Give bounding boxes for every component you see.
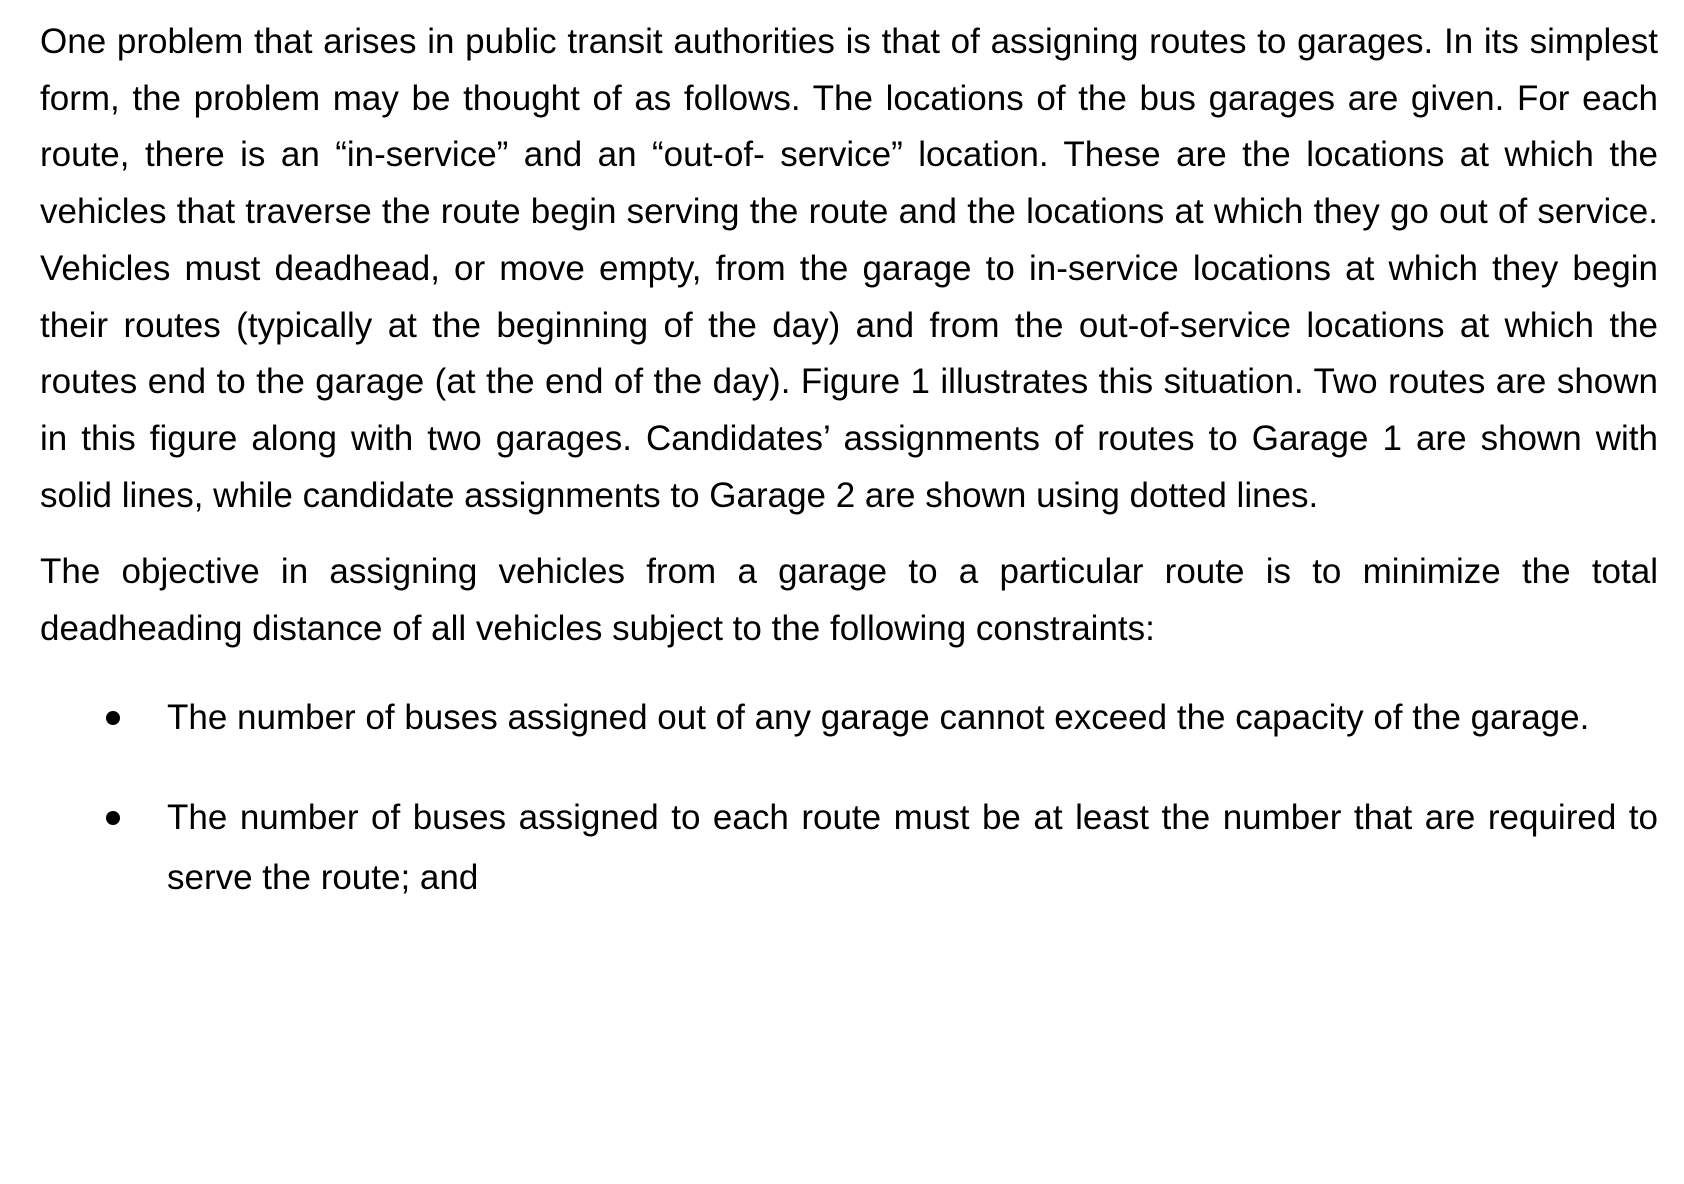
paragraph-intro: One problem that arises in public transit authorities is that of assigning routes to garages. In its simplest form, the problem may be thought of as follows. The locations of the bus garages are given. For each route, there is an “in-service” and an “out-of- service” location. These are the locations at which the vehicles that traverse the route begin serving the route and the locations at which they go out of service. Vehicles must deadhead, or move empty, from the garage to in-service locations at which they begin their routes (typically at the beginning of the day) and from the out-of-service locations at which the routes end to the garage (at the end of the day). Figure 1 illustrates this situation. Two routes are shown in this figure along with two garages. Candidates’ assignments of routes to Garage 1 are shown with solid lines, while candidate assignments to Garage 2 are shown using dotted lines. — [40, 22, 1658, 515]
bullet-icon — [106, 811, 120, 825]
paragraph-objective: The objective in assigning vehicles from a garage to a particular route is to minimize the total deadheading distance of all vehicles subject to the following constraints: — [40, 552, 1658, 649]
constraints-list — [40, 688, 1658, 908]
document-page — [40, 14, 1658, 908]
list-item — [40, 788, 1658, 908]
list-item-text: The number of buses assigned to each route must be at least the number that are required to serve the route; and — [167, 797, 1658, 897]
bullet-icon — [106, 711, 120, 725]
list-item-text: The number of buses assigned out of any garage cannot exceed the capacity of the garage. — [167, 697, 1590, 737]
list-item — [40, 688, 1658, 748]
